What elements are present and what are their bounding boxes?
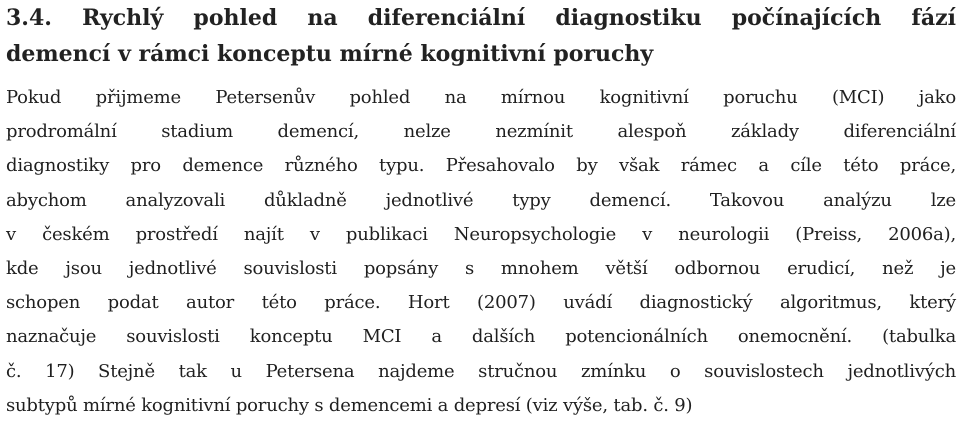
section-heading — [6, 0, 956, 72]
paragraph-line: schopen podat autor této práce. Hort (2007) uvádí diagnostický algoritmus, který — [6, 292, 956, 314]
section-heading-line-2: demencí v rámci konceptu mírné kognitivní poruchy — [6, 41, 654, 67]
paragraph-line: Pokud přijmeme Petersenův pohled na mírnou kognitivní poruchu (MCI) jako — [6, 87, 956, 108]
paragraph-line: v českém prostředí najít v publikaci Neuropsychologie v neurologii (Preiss, 2006a), — [6, 223, 956, 245]
paragraph-line: č. 17) Stejně tak u Petersena najdeme stručnou zmínku o souvislostech jednotlivých — [6, 360, 956, 382]
paragraph-line: prodromální stadium demencí, nelze nezmínit alespoň základy diferenciální — [6, 121, 956, 143]
section-paragraph — [6, 81, 956, 423]
section-heading-line-1: 3.4. Rychlý pohled na diferenciální diagnostiku počínajících fází — [6, 5, 956, 31]
paragraph-line: kde jsou jednotlivé souvislosti popsány s mnohem větší odbornou erudicí, než je — [6, 258, 956, 280]
paragraph-line: abychom analyzovali důkladně jednotlivé typy demencí. Takovou analýzu lze — [6, 189, 956, 211]
paragraph-line: diagnostiky pro demence různého typu. Přesahovalo by však rámec a cíle této práce, — [6, 155, 956, 177]
document-page — [6, 0, 956, 423]
paragraph-line: naznačuje souvislosti konceptu MCI a dalších potencionálních onemocnění. (tabulka — [6, 326, 956, 348]
paragraph-line: subtypů mírné kognitivní poruchy s demencemi a depresí (viz výše, tab. č. 9) — [6, 394, 693, 416]
